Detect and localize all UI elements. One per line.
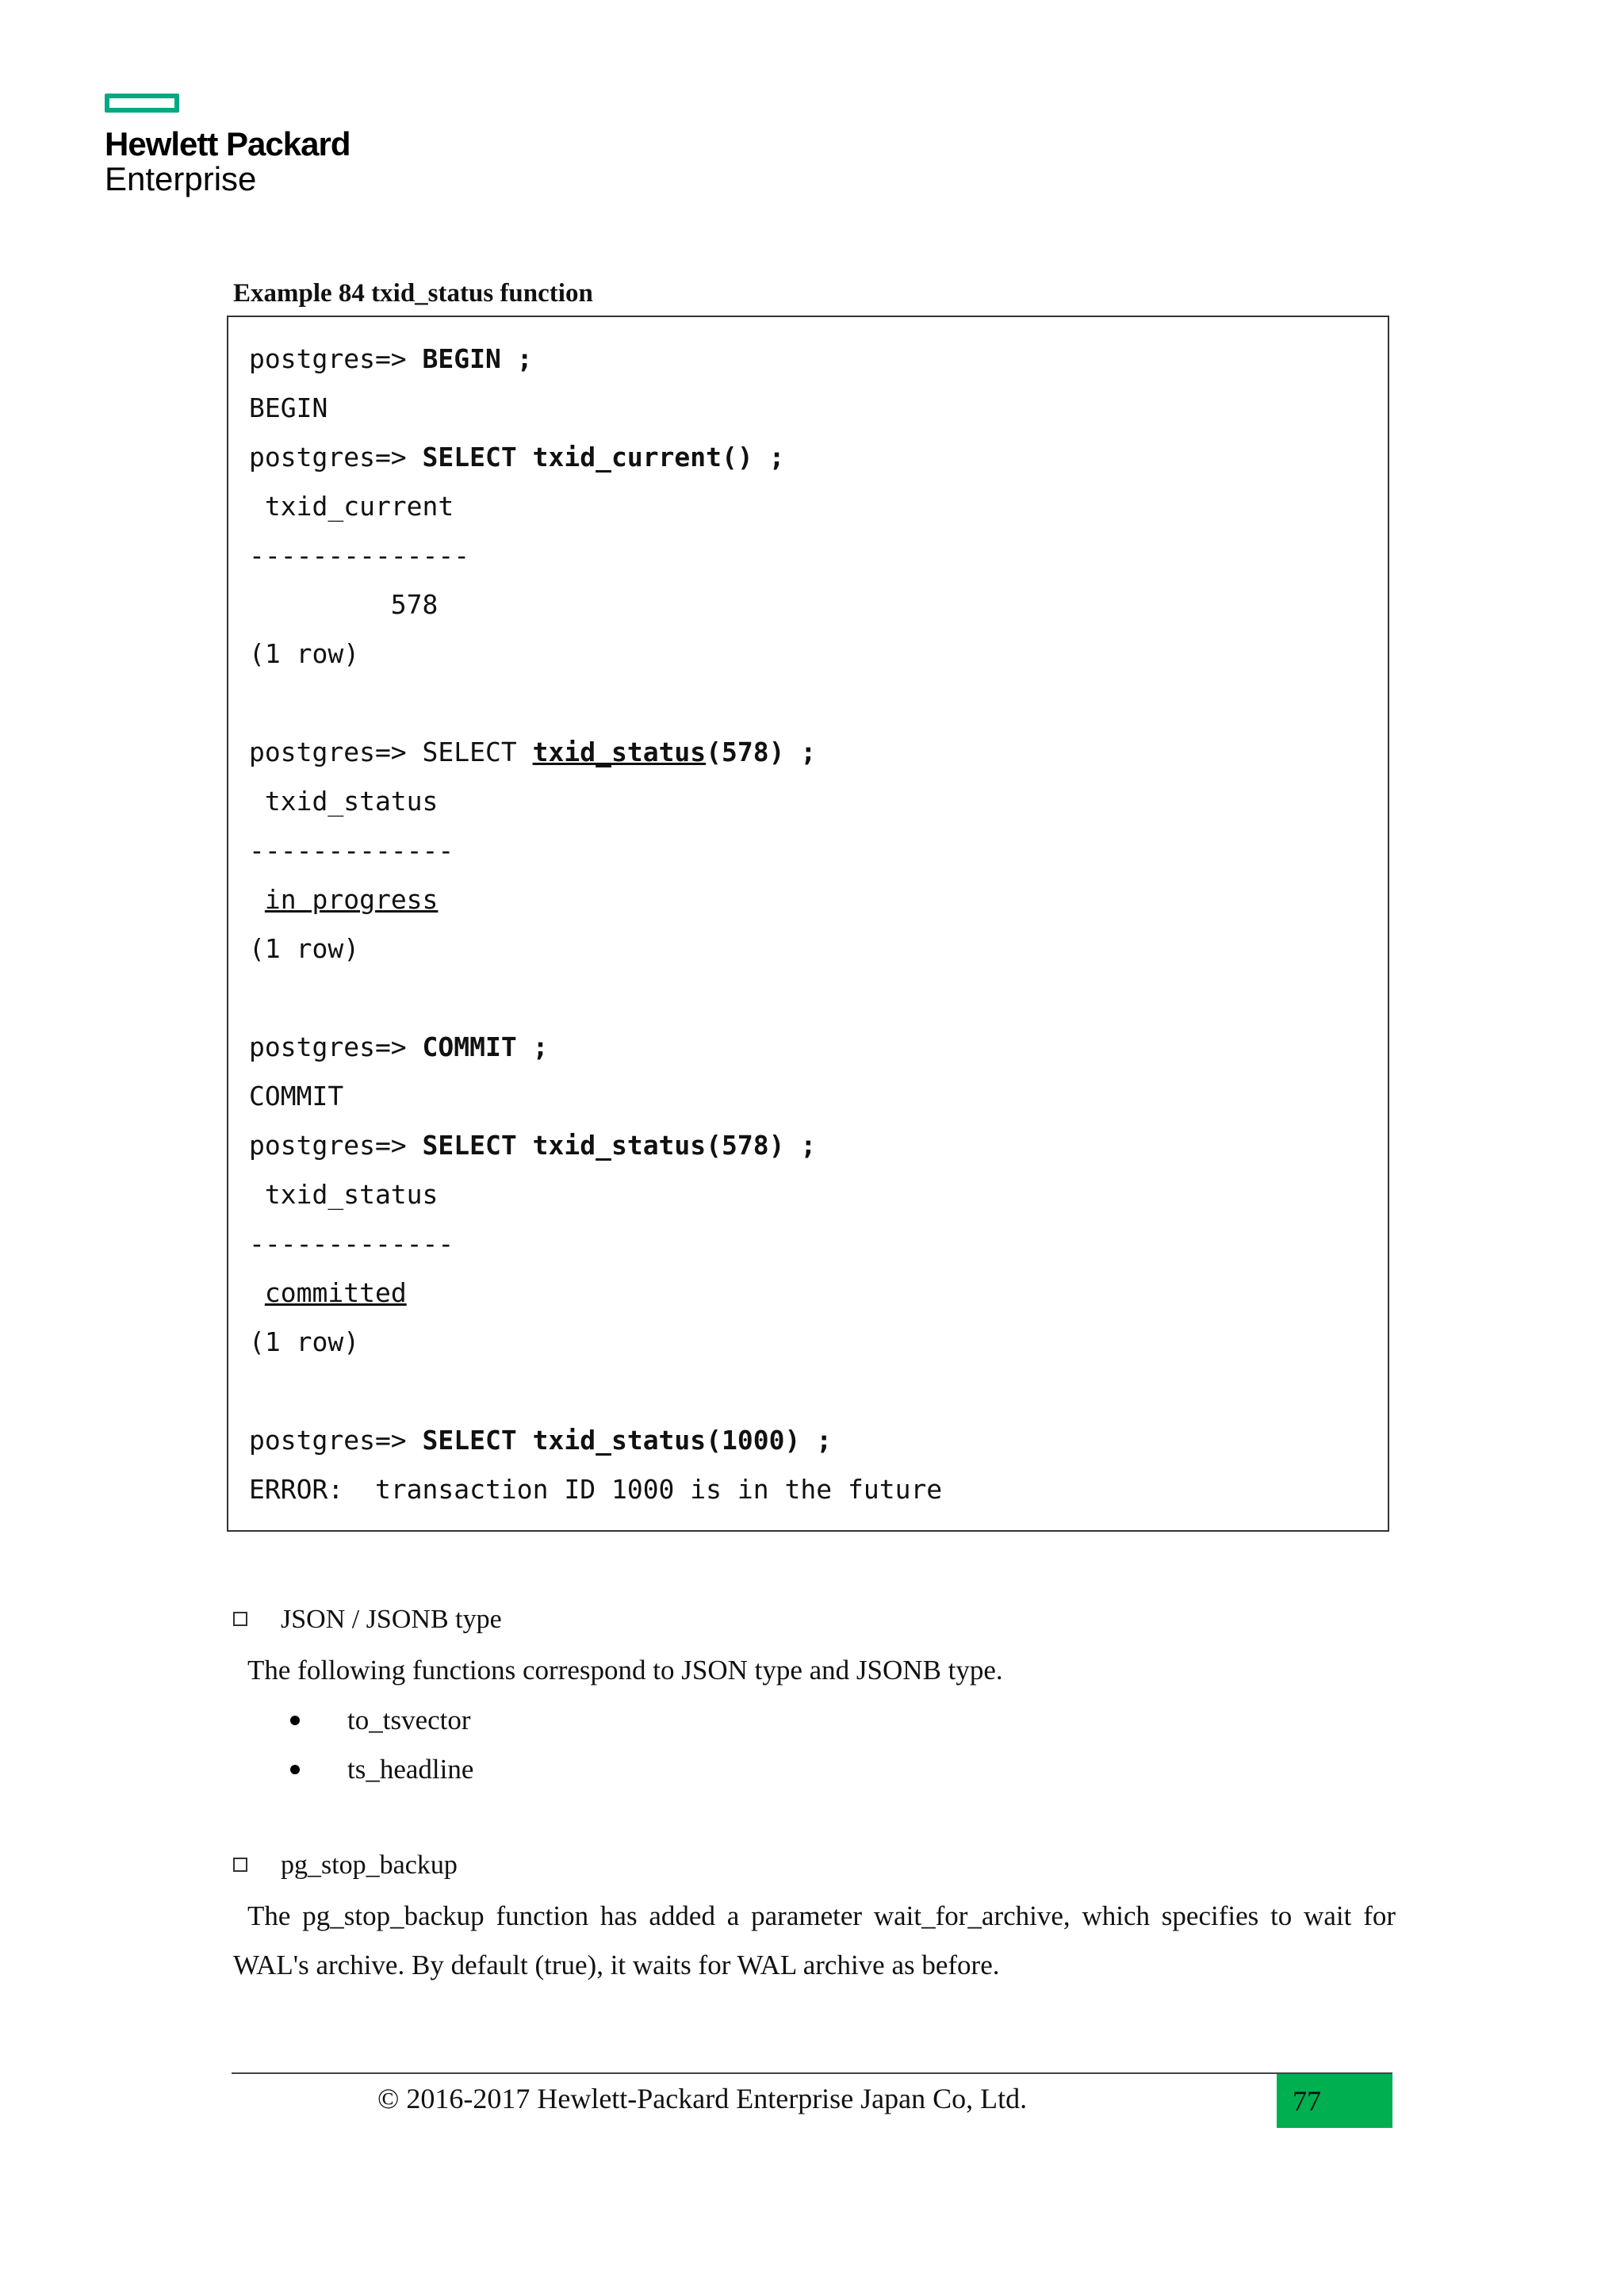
code-command-underlined: txid_status xyxy=(532,737,707,767)
code-line xyxy=(249,1023,549,1072)
code-command: (578) ; xyxy=(706,737,817,767)
code-prompt: postgres=> xyxy=(249,1031,423,1062)
code-prompt: postgres=> xyxy=(249,1425,423,1456)
code-command: SELECT txid_status(578) ; xyxy=(422,1130,817,1161)
example-caption: Example 84 txid_status function xyxy=(233,279,593,308)
section-heading-json xyxy=(233,1605,502,1635)
code-pad xyxy=(249,884,265,915)
code-plain: SELECT xyxy=(422,737,533,767)
code-line: txid_status xyxy=(249,786,439,817)
code-line xyxy=(249,1416,832,1465)
hpe-logo xyxy=(105,94,350,197)
code-command: SELECT txid_current() ; xyxy=(422,442,785,473)
code-example-box xyxy=(227,316,1389,1532)
square-bullet-icon xyxy=(233,1858,247,1872)
hpe-logo-mark xyxy=(105,94,179,113)
code-prompt: postgres=> xyxy=(249,1130,423,1161)
bullet-dot-icon xyxy=(290,1716,300,1725)
list-item xyxy=(290,1705,471,1736)
section-backup-line1: The pg_stop_backup function has added a parameter wait_for_archive, which specifies to wait for xyxy=(247,1900,1396,1931)
code-prompt: postgres=> xyxy=(249,737,423,767)
bullet-dot-icon xyxy=(290,1765,300,1774)
code-result-underlined: committed xyxy=(264,1277,407,1308)
list-item xyxy=(290,1754,473,1785)
code-prompt: postgres=> xyxy=(249,442,423,473)
code-line xyxy=(249,728,816,777)
logo-name-line1: Hewlett Packard xyxy=(105,125,350,163)
code-line xyxy=(249,335,533,384)
code-line: ERROR: transaction ID 1000 is in the future xyxy=(249,1474,943,1505)
code-prompt: postgres=> xyxy=(249,343,423,374)
section-heading-backup xyxy=(233,1850,458,1881)
heading-text: pg_stop_backup xyxy=(281,1850,458,1880)
code-command: SELECT txid_status(1000) ; xyxy=(422,1425,833,1456)
square-bullet-icon xyxy=(233,1612,247,1626)
footer-copyright: © 2016-2017 Hewlett-Packard Enterprise Japan Co, Ltd. xyxy=(377,2083,1028,2114)
list-item-text: to_tsvector xyxy=(347,1705,471,1735)
code-line: txid_status xyxy=(249,1179,439,1210)
code-line: COMMIT xyxy=(249,1081,344,1112)
code-line: ------------- xyxy=(249,1228,454,1259)
code-line xyxy=(249,433,785,482)
code-line xyxy=(249,1269,407,1318)
code-line: (1 row) xyxy=(249,1326,360,1357)
list-item-text: ts_headline xyxy=(347,1754,474,1785)
code-command: COMMIT ; xyxy=(422,1031,549,1062)
footer-divider xyxy=(232,2072,1392,2074)
section-backup-line2: WAL's archive. By default (true), it waits for WAL archive as before. xyxy=(233,1950,1000,1980)
page-number: 77 xyxy=(1277,2074,1392,2128)
code-command: BEGIN ; xyxy=(422,343,533,374)
code-result-underlined: in progress xyxy=(264,884,439,915)
code-line: txid_current xyxy=(249,491,454,522)
code-line: (1 row) xyxy=(249,933,360,964)
code-line: 578 xyxy=(249,589,439,620)
code-pad xyxy=(249,1277,265,1308)
code-line xyxy=(249,1121,816,1170)
code-line: ------------- xyxy=(249,835,454,866)
code-line: (1 row) xyxy=(249,638,360,669)
code-line xyxy=(249,875,438,924)
section-json-description: The following functions correspond to JSON type and JSONB type. xyxy=(247,1655,1003,1686)
code-line: BEGIN xyxy=(249,392,328,423)
logo-name-line2: Enterprise xyxy=(105,160,257,197)
heading-text: JSON / JSONB type xyxy=(281,1605,502,1634)
code-line: -------------- xyxy=(249,540,470,571)
